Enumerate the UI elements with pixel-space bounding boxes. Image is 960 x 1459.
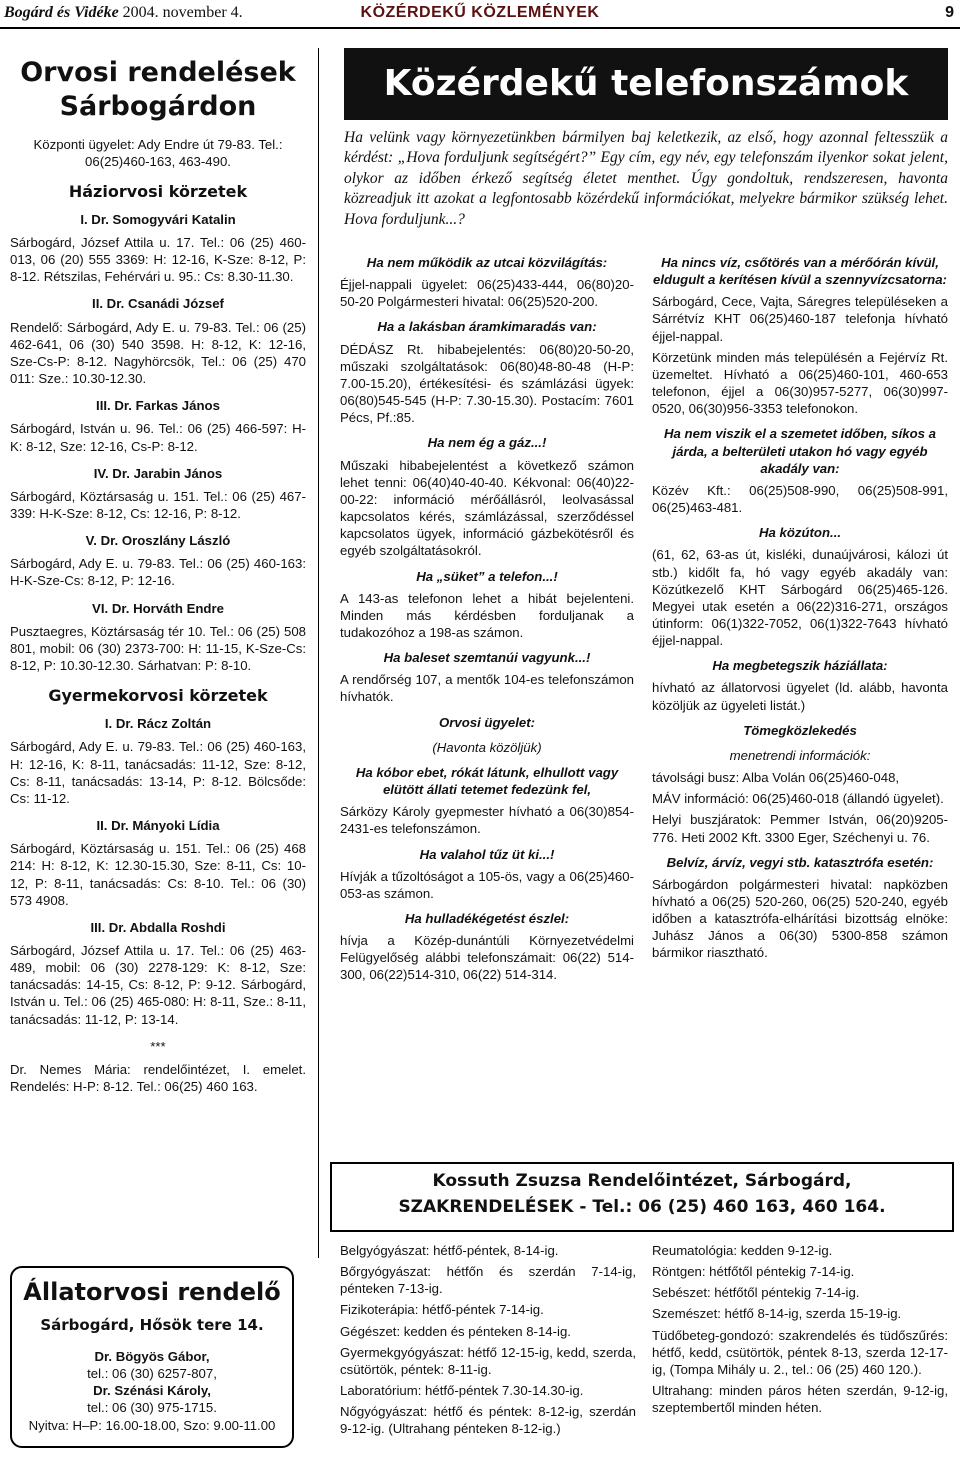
doctor-name: III. Dr. Farkas János [96,398,220,414]
phones-banner: Közérdekű telefonszámok [344,48,948,120]
phone-text: (61, 62, 63-as út, kisléki, dunaújvárosi, kálozi út stb.) kidőlt fa, hó vagy egyéb akadály van: Közútkezelő KHT Sárbogárd 06(25)465-126. Megyei utak esetén a 06(22)316-271, országos útinform: 06(1)322-7052, 06(1)322-7643 hívható éjjel-nappal. [652,547,948,649]
ped-list [10,715,306,1028]
separator-stars: *** [150,1038,166,1054]
header-brand: Bogárd és Vidéke 2004. november 4. [4,4,243,21]
doctor-hours: Sárbogárd, Köztársaság u. 151. Tel.: 06 (25) 467-339: H-K-Sze: 8-12, Cs: 12-16, P: 8-12. [10,488,306,521]
clinic-item: Gyermekgyógyászat: hétfő 12-15-ig, kedd, szerda, csütörtök, péntek: 8-11-ig. [340,1344,636,1377]
phone-subheading: (Havonta közöljük) [432,739,542,755]
phone-heading: Ha nem működik az utcai közvilágítás: [366,255,608,270]
vet-address: Sárbogárd, Hősök tere 14. [40,1316,264,1334]
phone-text: hívható az állatorvosi ügyelet (ld. alább, havonta közöljük az ügyeleti listát.) [652,680,948,713]
doctors-title: Orvosi rendelések Sárbogárdon [20,57,296,122]
clinic-item: Laboratórium: hétfő-péntek 7.30-14.30-ig. [340,1383,584,1399]
clinic-title: Kossuth Zsuzsa Rendelőintézet, Sárbogárd, [432,1171,852,1191]
phone-text: hívja a Közép-dunántúli Környezetvédelmi Felügyelőség alábbi telefonszámait: 06(22) 514-300, 06(22)514-310, 06(22) 514-314. [340,933,634,983]
doctor-hours: Sárbogárd, József Attila u. 17. Tel.: 06 (25) 463-489, mobil: 06 (30) 2278-129: K: 8-12, Sze: tanácsadás: 14-15, Cs: 8-12, P: 9-12. Sárbogárd, István u. Tel.: 06 (25) 465-080: H: 8-11, Sze.: 8-11, tanácsadás: 11-12, P: 13-14. [10,942,306,1027]
clinic-item: Nőgyógyászat: hétfő és péntek: 8-12-ig, szerdán 9-12-ig. (Ultrahang pénteken 8-12-ig.) [340,1404,636,1437]
phone-text: Sárbogárd, Cece, Vajta, Sáregres településeken a Sárrétvíz KHT 06(25)460-187 telefonja hívható éjjel-nappal. [652,294,948,344]
phone-text: Körzetünk minden más településén a Fejérvíz Rt. üzemeltet. Hívható a 06(25)460-101, 460-653 telefonon, éjjel a 06(30)957-5277, 06(30)997-0520, 06(30)956-3353 telefonokon. [652,349,948,417]
clinic-item: Sebészet: hétfőtől péntekig 7-14-ig. [652,1285,860,1301]
phone-heading: Ha nem ég a gáz...! [427,435,547,451]
central-duty: Központi ügyelet: Ady Endre út 79-83. Tel.: 06(25)460-163, 463-490. [33,136,283,169]
doctor-hours: Sárbogárd, Köztársaság u. 151. Tel.: 06 (25) 468 214: H: 8-12, K: 12.30-15.30, Sze: 8-11, Cs: 10-12, P: 8-11, tanácsadás: Cs: 8-10. Tel.: 06 (30) 573 4908. [10,841,306,908]
doctor-hours: Sárbogárd, Ady E. u. 79-83. Tel.: 06 (25) 460-163: H-K-Sze-Cs: 8-12, P: 12-16. [10,556,306,589]
clinic-item: Belgyógyászat: hétfő-péntek, 8-14-ig. [340,1243,559,1258]
vet-hours: Nyitva: H–P: 16.00-18.00, Szo: 9.00-11.00 [28,1417,276,1433]
clinic-item: Gégészet: kedden és pénteken 8-14-ig. [340,1323,571,1339]
phone-text: MÁV információ: 06(25)460-018 (állandó ügyelet). [652,791,944,807]
phone-heading: Tömegközlekedés [743,722,857,738]
phone-heading: Ha hulladékégetést észlel: [404,911,570,926]
phone-text: A 143-as telefonon lehet a hibát bejelenteni. Minden más kérdésben forduljanak a tudakozóhoz a 198-as számon. [340,590,634,640]
phone-heading: Ha nincs víz, csőtörés van a mérőórán kívül, eldugult a kerítésen kívül a szennyvízcsatorna: [653,255,947,288]
doctor-hours: Rendelő: Sárbogárd, Ady E. u. 79-83. Tel.: 06 (25) 462-641, 06 (30) 540 3598. H: 8-12, K: 12-16, Sze-Cs-P: 8-12. Nagyhörcsök, Tel.: 06 (25) 470 011: Sze.: 10.30-12.30. [10,319,306,387]
phone-heading: Belvíz, árvíz, vegyi stb. katasztrófa esetén: [666,854,934,870]
vet-title: Állatorvosi rendelő [23,1278,281,1306]
clinic-col2 [652,1242,948,1420]
gp-title: Háziorvosi körzetek [68,181,248,201]
phone-heading: Ha nem viszik el a szemetet időben, síkos a járda, a belterületi utakon hó vagy egyéb akadály van: [664,426,936,476]
clinic-item: Tüdőbeteg-gondozó: szakrendelés és tüdőszűrés: hétfő, kedd, csütörtök, péntek 8-13, szerda 12-17-ig, (Tompa Mihály u. 2., tel.: 06 (25) 460 120.). [652,1327,948,1377]
clinic-item: Ultrahang: minden páros héten szerdán, 9-12-ig, szeptembertől minden héten. [652,1383,948,1416]
vet-tel1: tel.: 06 (30) 6257-807, [87,1366,217,1382]
vet-tel2: tel.: 06 (30) 975-1715. [87,1400,217,1416]
doctor-name: V. Dr. Oroszlány László [85,533,231,549]
phone-text: Helyi buszjáratok: Pemmer István, 06(20)9205-776. Heti 2002 Kft. 3300 Eger, Széchenyi u. 76. [652,812,948,845]
phone-text: Sárközy Károly gyepmester hívható a 06(30)854-2431-es telefonszámon. [340,804,634,837]
column-divider [318,48,319,1258]
clinic-subtitle: SZAKRENDELÉSEK - Tel.: 06 (25) 460 163, 460 164. [398,1197,886,1218]
phone-heading: Orvosi ügyelet: [438,714,535,730]
doctor-hours: Sárbogárd, József Attila u. 17. Tel.: 06 (25) 460-013, 06 (20) 555 3369: H: 12-16, K-Sze: 8-12, P: 8-12. Rétszilas, Fehérvári u. 95.: Cs: 8.30-11.30. [10,234,306,285]
phone-text: Éjjel-nappali ügyelet: 06(25)433-444, 06(80)20-50-20 Polgármesteri hivatal: 06(25)520-200. [340,277,634,310]
phone-text: Közév Kft.: 06(25)508-990, 06(25)508-991, 06(25)463-481. [652,482,948,516]
phone-text: A rendőrség 107, a mentők 104-es telefonszámon hívhatók. [340,672,634,705]
doctor-name: VI. Dr. Horváth Endre [92,600,224,616]
doctor-name: I. Dr. Rácz Zoltán [104,716,212,732]
phones-intro: Ha velünk vagy környezetünkben bármilyen baj keletkezik, az első, hogy azonnal feltesszük a kérdést: „Hova forduljunk segítségért?” Egy cím, egy név, egy telefonszám ilyenkor sokat jelent, olykor az időben érkező segítség életet menthet. Úgy gondoltuk, rendszeresen, havonta közreadjuk itt azokat a legfontosabb közérdekű információkat, melyekre bármikor szükség lehet. Hova forduljunk...? [344,129,948,228]
vet-doc1: Dr. Bögyös Gábor, [94,1349,210,1364]
doctor-name: I. Dr. Somogyvári Katalin [80,211,236,227]
page-number: 9 [945,4,954,21]
doctor-name: II. Dr. Csanádi József [92,296,224,312]
phone-heading: Ha baleset szemtanúi vagyunk...! [383,650,591,666]
phone-subheading: menetrendi információk: [729,747,871,763]
phone-text: Hívják a tűzoltóságot a 105-ös, vagy a 06(25)460-053-as számon. [340,868,634,901]
phone-text: távolsági busz: Alba Volán 06(25)460-048, [652,770,900,786]
phone-heading: Ha valahol tűz üt ki...! [419,846,555,862]
header-rule [0,27,960,29]
phones-mid-column [340,246,634,988]
phone-text: DÉDÁSZ Rt. hibabejelentés: 06(80)20-50-20, műszaki szolgáltatások: 06(80)48-80-48 (H-P: 7.00-15.20), értékesítési- és számlázási ügyek: 06(80)545-545 (H-P: 7.30-15.30). Postacím: 7601 Pécs, Pf.:85. [340,341,634,426]
doctor-name: III. Dr. Abdalla Roshdi [90,919,226,935]
doctor-hours: Sárbogárd, István u. 96. Tel.: 06 (25) 466-597: H-K: 8-12, Sze: 12-16, Cs-P: 8-12. [10,421,306,454]
doctor-name: IV. Dr. Jarabin János [93,465,223,481]
clinic-item: Bőrgyógyászat: hétfőn és szerdán 7-14-ig, pénteken 7-13-ig. [340,1264,636,1297]
clinic-item: Röntgen: hétfőtől péntekig 7-14-ig. [652,1264,855,1280]
vet-box [10,1266,294,1448]
clinic-item: Szemészet: hétfő 8-14-ig, szerda 15-19-ig. [652,1306,902,1322]
ped-title: Gyermekorvosi körzetek [48,686,268,706]
phone-heading: Ha közúton... [758,525,842,541]
clinic-item: Reumatológia: kedden 9-12-ig. [652,1243,833,1258]
page-header [0,0,960,30]
clinic-item: Fizikoterápia: hétfő-péntek 7-14-ig. [340,1302,544,1318]
gp-list [10,211,306,674]
nemes-note: Dr. Nemes Mária: rendelőintézet, I. emelet. Rendelés: H-P: 8-12. Tel.: 06(25) 460 163. [10,1061,306,1095]
doctor-hours: Pusztaegres, Köztársaság tér 10. Tel.: 06 (25) 508 801, mobil: 06 (30) 2373-700: H: 11-15, K-Sze-Cs: 8-12, P: 10.30-12.30. Sárhatvan: P: 8-10. [10,623,306,674]
clinic-header [330,1162,954,1232]
vet-doc2: Dr. Szénási Károly, [93,1383,211,1399]
phone-text: Műszaki hibabejelentést a következő számon lehet tenni: 06(40)40-40-40. Kékvonal: 06(40)22-00-22: információ mérőállásról, leolvasással kapcsolatos kérés, számlázással, szerződéssel kapcsolatos ügyek, információ gázbekötésről és egyéb szolgáltatásokról. [340,457,634,559]
doctors-column [10,48,306,1099]
phone-heading: Ha kóbor ebet, rókát látunk, elhullott vagy elütött állati tetemet fedezünk fel, [355,764,619,798]
phones-right-column [652,246,948,966]
clinic-col1 [340,1242,636,1442]
phone-heading: Ha „süket” a telefon...! [416,568,558,584]
doctor-name: II. Dr. Mányoki Lídia [96,818,220,834]
doctor-hours: Sárbogárd, Ady E. u. 79-83. Tel.: 06 (25) 460-163, H: 12-16, K: 8-11, tanácsadás: 11-12, Sze: 8-12, Cs: 8-11, tanácsadás: 13-14, P: 8-12. Bölcsőde: Cs: 11-12. [10,739,306,806]
phone-heading: Ha a lakásban áramkimaradás van: [377,319,597,335]
header-section: KÖZÉRDEKŰ KÖZLEMÉNYEK [360,4,600,21]
phone-heading: Ha megbetegszik háziállata: [712,658,888,674]
phone-text: Sárbogárdon polgármesteri hivatal: napközben hívható a 06(25) 520-260, 06(25) 520-240, egyéb időben a katasztrófa-elhárítási bizottság elnöke: Juhász János a 06(30) 5300-858 számon bármikor riasztható. [652,876,948,961]
